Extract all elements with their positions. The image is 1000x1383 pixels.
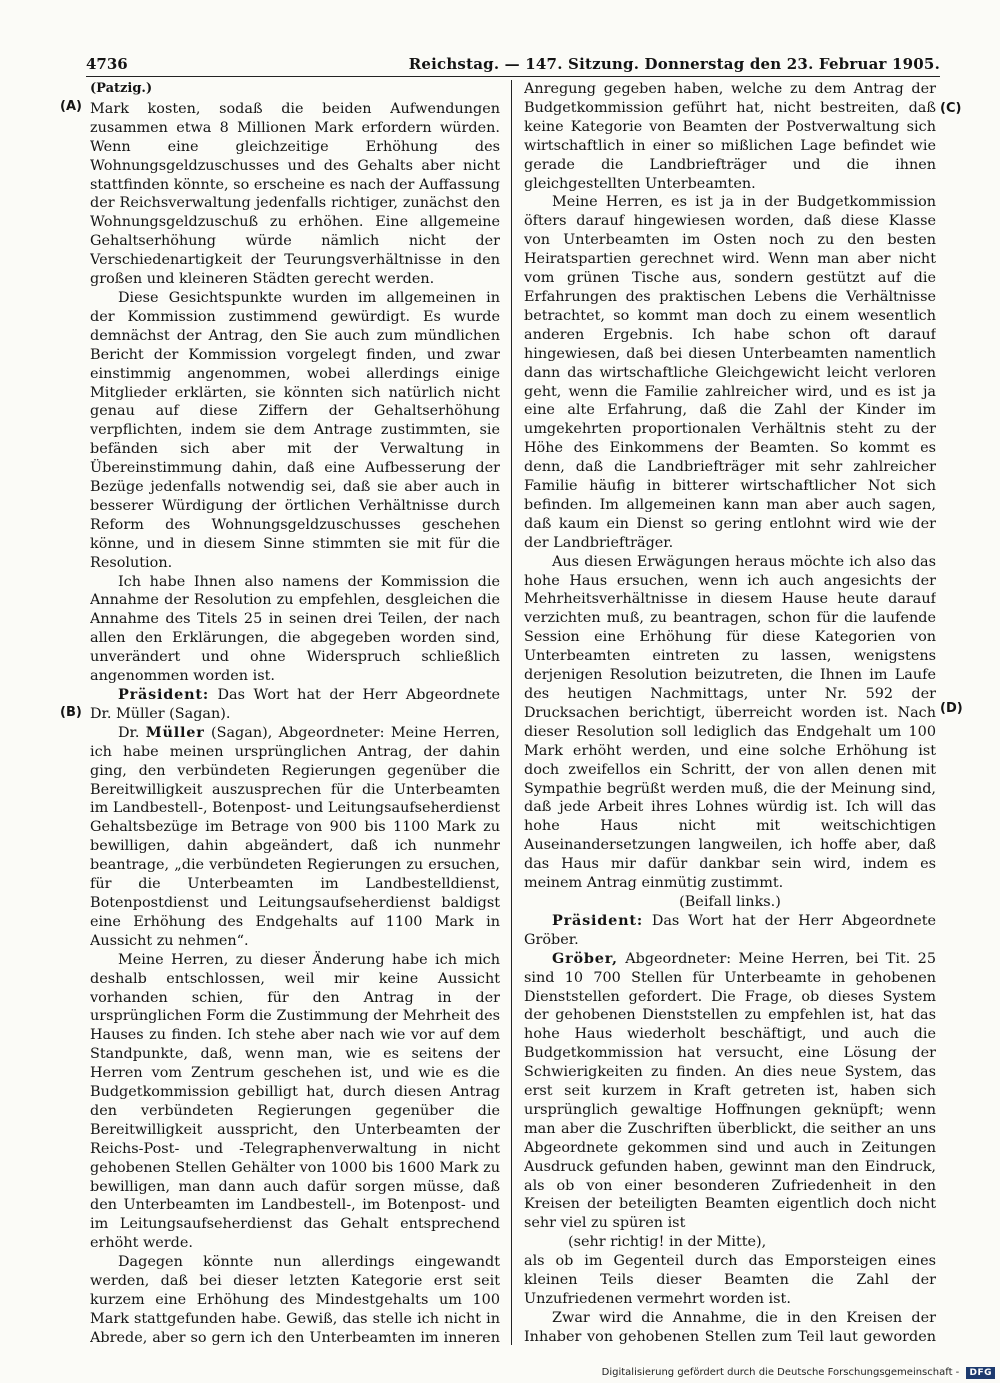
margin-marker-a: (A) <box>60 99 82 114</box>
paragraph: Meine Herren, zu dieser Änderung habe ich mich deshalb entschlossen, weil mir keine Aussicht vorhanden schien, für den Antrag in der ursprünglichen Form die Zustimmung der Mehrheit des Hauses zu finden. Ich stehe aber nach wie vor auf dem Standpunkte, daß, wenn man, wie es seitens der Herren vom Zentrum geschehen ist, und wie es die Budgetkommission gebilligt hat, durch diesen Antrag den verbündeten Regierungen gegenüber die Bereitwilligkeit ausspricht, den Unterbeamten der Reichs-Post- und -Telegraphenverwaltung in nicht gehobenen Stellen Gehälter von 1000 bis 1600 Mark zu bewilligen, man dann auch dafür sorgen müsse, daß den Unterbeamten im Landbestell-, im Botenpost- und im Leitungsaufseherdienst das Gehalt entsprechend erhöht werde. <box>90 951 500 1252</box>
speech-text: (Sagan), Abgeordneter: Meine Herren, ich habe meinen ursprünglichen Antrag, der dahin ging, den verbündeten Regierungen gegenüber die Bereitwilligkeit auszusprechen für die Unterbeamten im Landbestell-, Botenpost- und Leitungsaufseherdienst Gehaltsbezüge im Betrage von 900 bis 1100 Mark zu bewilligen, dahin abgeändert, daß ich nunmehr beantrage, „die verbündeten Regierungen zu ersuchen, für die Unterbeamten im Landbestelldienst, Botenpostdienst und Leitungsaufseherdienst baldigst eine Erhöhung des Endgehalts auf 1100 Mark in Aussicht zu nehmen“. <box>90 724 500 949</box>
speech-president <box>524 912 936 950</box>
paragraph: Ich habe Ihnen also namens der Kommission die Annahme der Resolution zu empfehlen, desgleichen die Annahme des Titels 25 in seinen drei Teilen, der nach allen den Erklärungen, die abgegeben worden sind, unverändert und ohne Widerspruch schließlich angenommen worden ist. <box>90 573 500 685</box>
speaker-name: Müller <box>145 723 205 741</box>
margin-marker-c: (C) <box>940 101 962 116</box>
right-column <box>524 80 936 1345</box>
header-rule <box>86 76 940 77</box>
applause-note: (Beifall links.) <box>679 893 781 910</box>
speaker-title: Dr. <box>118 724 140 741</box>
paragraph: als ob im Gegenteil durch das Emporsteigen eines kleinen Teils dieser Beamten die Zahl der Unzufriedenen vermehrt worden ist. <box>524 1253 936 1307</box>
interjection: (sehr richtig! in der Mitte), <box>568 1234 767 1251</box>
speaker-name: Präsident: <box>118 686 209 703</box>
paragraph: Dagegen könnte nun allerdings eingewandt werden, daß bei dieser letzten Kategorie erst seit kurzem eine Erhöhung des Mindestgehalts um 100 Mark stattgefunden habe. Gewiß, das stelle ich nicht in Abrede, aber so gern ich den Unterbeamten im inneren <box>90 1254 500 1345</box>
left-column <box>90 80 500 1345</box>
column-divider <box>511 80 512 1345</box>
paragraph: Aus diesen Erwägungen heraus möchte ich also das hohe Haus ersuchen, wenn ich auch angesichts der Mehrheitsverhältnisse in diesem Hause heute darauf verzichten muß, zu beantragen, schon für die laufende Session eine Erhöhung für diese Kategorien von Unterbeamten eintreten zu lassen, wenigstens derjenigen Resolution beizutreten, die Ihnen im Laufe des heutigen Nachmittags, unter Nr. 592 der Drucksachen berichtigt, überreicht worden ist. Nach dieser Resolution soll lediglich das Endgehalt um 100 Mark erhöht werden, und eine solche Erhöhung ist doch zweifellos ein Schritt, der von allen denen mit Sympathie begrüßt werden muß, die der Meinung sind, daß jede Arbeit ihres Lohnes würdig ist. Ich will das hohe Haus nicht mit weitschichtigen Auseinandersetzungen langweilen, ich hoffe aber, daß das Haus mir dafür dankbar sein wird, indem es meinem Antrag einmütig zustimmt. <box>524 553 936 892</box>
speech-groeber <box>524 950 936 1234</box>
page-header <box>86 53 940 75</box>
paragraph: Mark kosten, sodaß die beiden Aufwendungen zusammen etwa 8 Millionen Mark erfordern würden. Wenn eine gleichzeitige Erhöhung des Wohnungsgeldzuschusses und des Gehalts aber nicht stattfinden könnte, so erscheine es nach der Auffassung der Reichsverwaltung jedenfalls richtiger, zunächst den Wohnungsgeldzuschuß zu erhöhen. Eine allgemeine Gehaltserhöhung würde nämlich nicht der Verschiedenartigkeit der Teurungsverhältnisse in den großen und kleineren Städten gerecht werden. <box>90 100 500 288</box>
speech-mueller <box>90 724 500 951</box>
continuation-speaker: (Patzig.) <box>90 81 153 96</box>
speaker-name: Gröber, <box>552 949 618 967</box>
paragraph: Anregung gegeben haben, welche zu dem Antrag der Budgetkommission geführt hat, nicht bestreiten, daß keine Kategorie von Beamten der Postverwaltung sich wirtschaftlich in einer so mißlichen Lage befindet wie gerade die Landbriefträger und die ihnen gleichgestellten Unterbeamten. <box>524 81 936 192</box>
speaker-name: Präsident: <box>552 911 643 929</box>
page-number: 4736 <box>86 55 128 73</box>
speech-text: Das Wort hat der Herr Abgeordnete Gröber. <box>524 912 936 948</box>
dfg-logo: DFG <box>966 1367 995 1379</box>
speech-text: Das Wort hat der Herr Abgeordnete Dr. Müller (Sagan). <box>90 687 500 722</box>
running-title: Reichstag. — 147. Sitzung. Donnerstag den 23. Februar 1905. <box>408 55 940 73</box>
margin-marker-b: (B) <box>60 705 82 720</box>
speech-president <box>90 686 500 724</box>
footer-credit: Digitalisierung gefördert durch die Deutsche Forschungsgemeinschaft - <box>601 1367 960 1378</box>
paragraph: Zwar wird die Annahme, die in den Kreisen der Inhaber von gehobenen Stellen zum Teil laut geworden <box>524 1309 936 1345</box>
speech-text: Abgeordneter: Meine Herren, bei Tit. 25 sind 10 700 Stellen für Unterbeamte in gehobenen Dienststellen gefordert. Die Frage, ob dieses System der gehobenen Dienststellen zu empfehlen ist, hat das hohe Haus wiederholt beschäftigt, und auch die Budgetkommission hat versucht, eine Lösung der Schwierigkeiten zu finden. An dies neue System, das erst seit kurzem in Kraft getreten ist, haben sich ursprünglich gewaltige Hoffnungen geknüpft; wenn man aber die Zuschriften überblickt, die seither an uns Abgeordnete gekommen sind und auch in Zeitungen Ausdruck gefunden haben, gewinnt man den Eindruck, als ob von einer besonderen Zufriedenheit in den Kreisen der beteiligten Beamten eigentlich doch nicht sehr viel zu spüren ist <box>524 950 936 1232</box>
paragraph: Diese Gesichtspunkte wurden im allgemeinen in der Kommission zustimmend gewürdigt. Es wurde demnächst der Antrag, den Sie auch zum mündlichen Bericht der Kommission vorgelegt finden, und zwar einstimmig angenommen, wobei allerdings einige Mitglieder erklärten, sie könnten sich natürlich nicht genau auf diese Ziffern der Gehaltserhöhung verpflichten, indem sie dem Antrage zustimmten, sie befänden sich aber mit der Verwaltung in Übereinstimmung dahin, daß eine Aufbesserung der Bezüge jedenfalls notwendig sei, daß sie aber auch in besserer Würdigung der örtlichen Verhältnisse durch Reform des Wohnungsgeldzuschusses geschehen könne, und in diesem Sinne stimmten sie mit für die Resolution. <box>90 289 500 571</box>
footer <box>600 1366 995 1380</box>
margin-marker-d: (D) <box>940 701 963 716</box>
paragraph: Meine Herren, es ist ja in der Budgetkommission öfters darauf hingewiesen worden, daß diese Klasse von Unterbeamten im Osten noch zu den besten Heiratspartien gerechnet wird. Wenn man aber nicht vom grünen Tische aus, sondern gestützt auf die Erfahrungen des praktischen Lebens die Verhältnisse betrachtet, so kommt man doch zu einem wesentlich anderen Ergebnis. Ich habe schon oft darauf hingewiesen, daß bei diesen Unterbeamten namentlich dann das wirtschaftliche Gleichgewicht leicht verloren geht, wenn die Familie zahlreicher wird, und es ist ja eine alte Erfahrung, daß die Zahl der Kinder im umgekehrten proportionalen Verhältnis steht zu der Höhe des Einkommens der Beamten. So kommt es denn, daß die Landbriefträger mit sehr zahlreicher Familie häufig in bitterer wirtschaftlicher Not sich befinden. Im allgemeinen kann man aber auch sagen, daß kaum ein Dienst so gering entlohnt wird wie der der Landbriefträger. <box>524 194 936 551</box>
